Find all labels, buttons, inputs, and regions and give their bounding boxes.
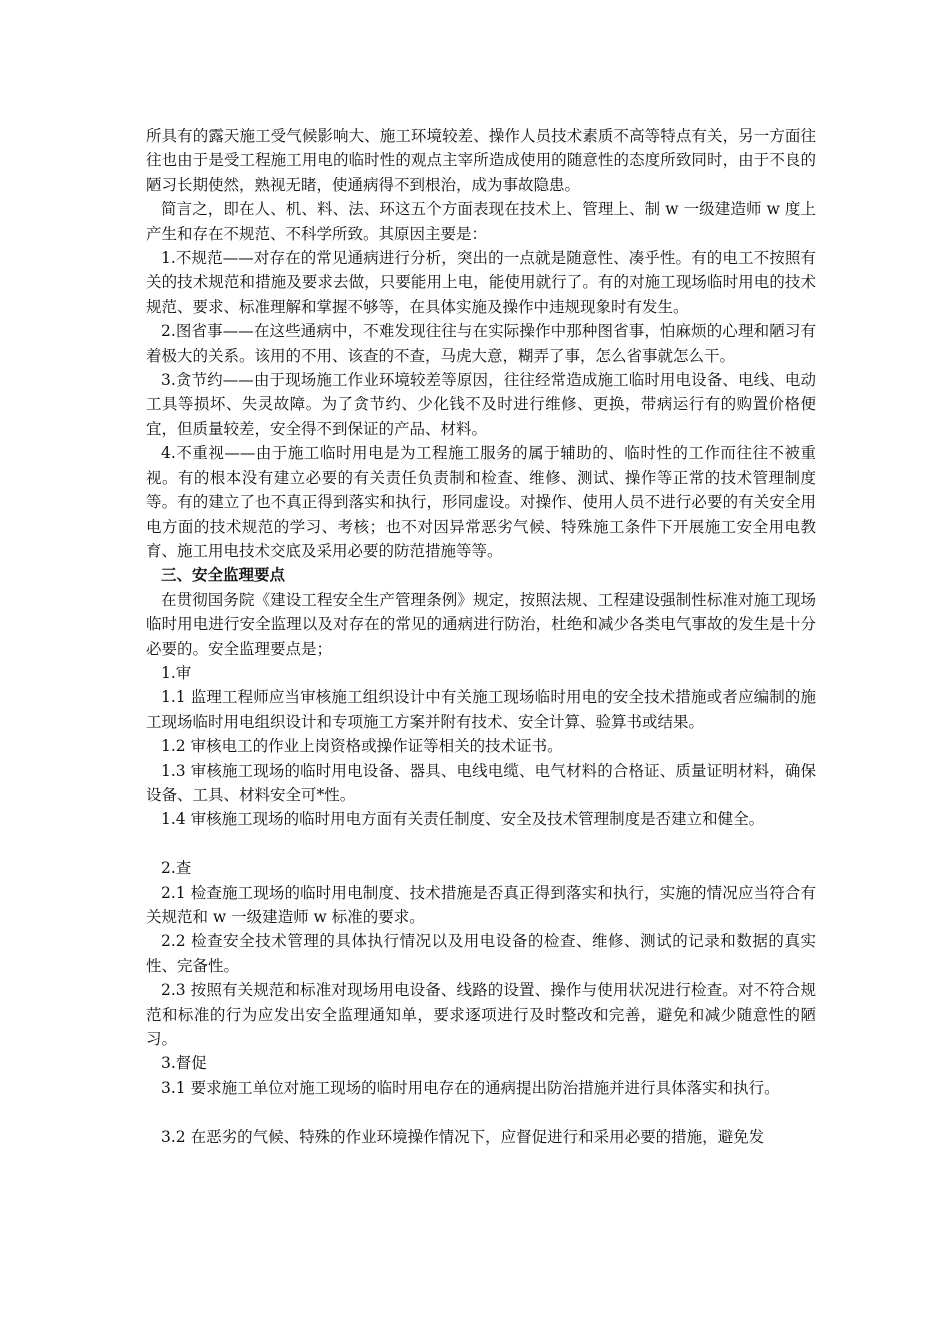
paragraph: 在贯彻国务院《建设工程安全生产管理条例》规定，按照法规、工程建设强制性标准对施工现场临时用电进行安全监理以及对存在的常见的通病进行防治，杜绝和减少各类电气事故的发生是十分必要的。安全监理要点是； <box>146 590 816 658</box>
blank-line <box>146 832 816 856</box>
paragraph: 2.图省事——在这些通病中，不难发现往往与在实际操作中那种图省事，怕麻烦的心理和陋习有着极大的关系。该用的不用、该查的不查，马虎大意，糊弄了事，怎么省事就怎么干。 <box>146 322 816 365</box>
paragraph: 所具有的露天施工受气候影响大、施工环境较差、操作人员技术素质不高等特点有关，另一方面往往也由于是受工程施工用电的临时性的观点主宰所造成使用的随意性的态度所致同时，由于不良的陋习长期使然，熟视无睹，使通病得不到根治，成为事故隐患。 <box>146 127 816 194</box>
paragraph: 3.1 要求施工单位对施工现场的临时用电存在的通病提出防治措施并进行具体落实和执行。 <box>161 1078 780 1097</box>
section-heading: 三、安全监理要点 <box>161 565 286 585</box>
document-body <box>146 124 816 1149</box>
paragraph: 3.贪节约——由于现场施工作业环境较差等原因，往往经常造成施工临时用电设备、电线、电动工具等损坏、失灵故障。为了贪节约、少化钱不及时进行维修、更换，带病运行有的购置价格便宜，但质量较差，安全得不到保证的产品、材料。 <box>146 371 816 438</box>
paragraph: 3.督促 <box>161 1054 207 1073</box>
paragraph: 1.审 <box>161 663 192 682</box>
blank-line <box>146 1100 816 1124</box>
paragraph: 3.2 在恶劣的气候、特殊的作业环境操作情况下，应督促进行和采用必要的措施，避免发 <box>161 1127 765 1146</box>
paragraph: 2.查 <box>161 859 192 878</box>
paragraph: 1.1 监理工程师应当审核施工组织设计中有关施工现场临时用电的安全技术措施或者应编制的施工现场临时用电组织设计和专项施工方案并附有技术、安全计算、验算书或结果。 <box>146 688 816 731</box>
paragraph: 1.4 审核施工现场的临时用电方面有关责任制度、安全及技术管理制度是否建立和健全。 <box>161 810 765 829</box>
paragraph: 1.3 审核施工现场的临时用电设备、器具、电线电缆、电气材料的合格证、质量证明材料，确保设备、工具、材料安全可*性。 <box>146 761 816 804</box>
paragraph: 1.2 审核电工的作业上岗资格或操作证等相关的技术证书。 <box>161 737 563 756</box>
paragraph: 4.不重视——由于施工临时用电是为工程施工服务的属于辅助的、临时性的工作而往往不被重视。有的根本没有建立必要的有关责任负责制和检查、维修、测试、操作等正常的技术管理制度等。有的建立了也不真正得到落实和执行，形同虚设。对操作、使用人员不进行必要的有关安全用电方面的技术规范的学习、考核；也不对因异常恶劣气候、特殊施工条件下开展施工安全用电教育、施工用电技术交底及采用必要的防范措施等等。 <box>146 444 816 560</box>
paragraph: 2.1 检查施工现场的临时用电制度、技术措施是否真正得到落实和执行，实施的情况应当符合有关规范和 w 一级建造师 w 标准的要求。 <box>146 883 816 926</box>
paragraph: 简言之，即在人、机、料、法、环这五个方面表现在技术上、管理上、制 w 一级建造师 w 度上产生和存在不规范、不科学所致。其原因主要是： <box>146 200 816 243</box>
paragraph: 2.2 检查安全技术管理的具体执行情况以及用电设备的检查、维修、测试的记录和数据的真实性、完备性。 <box>146 932 816 975</box>
paragraph: 1.不规范——对存在的常见通病进行分析，突出的一点就是随意性、凑乎性。有的电工不按照有关的技术规范和措施及要求去做，只要能用上电，能使用就行了。有的对施工现场临时用电的技术规范、要求、标准理解和掌握不够等，在具体实施及操作中违规现象时有发生。 <box>146 249 816 316</box>
paragraph: 2.3 按照有关规范和标准对现场用电设备、线路的设置、操作与使用状况进行检查。对不符合规范和标准的行为应发出安全监理通知单，要求逐项进行及时整改和完善，避免和减少随意性的陋习。 <box>146 981 816 1049</box>
